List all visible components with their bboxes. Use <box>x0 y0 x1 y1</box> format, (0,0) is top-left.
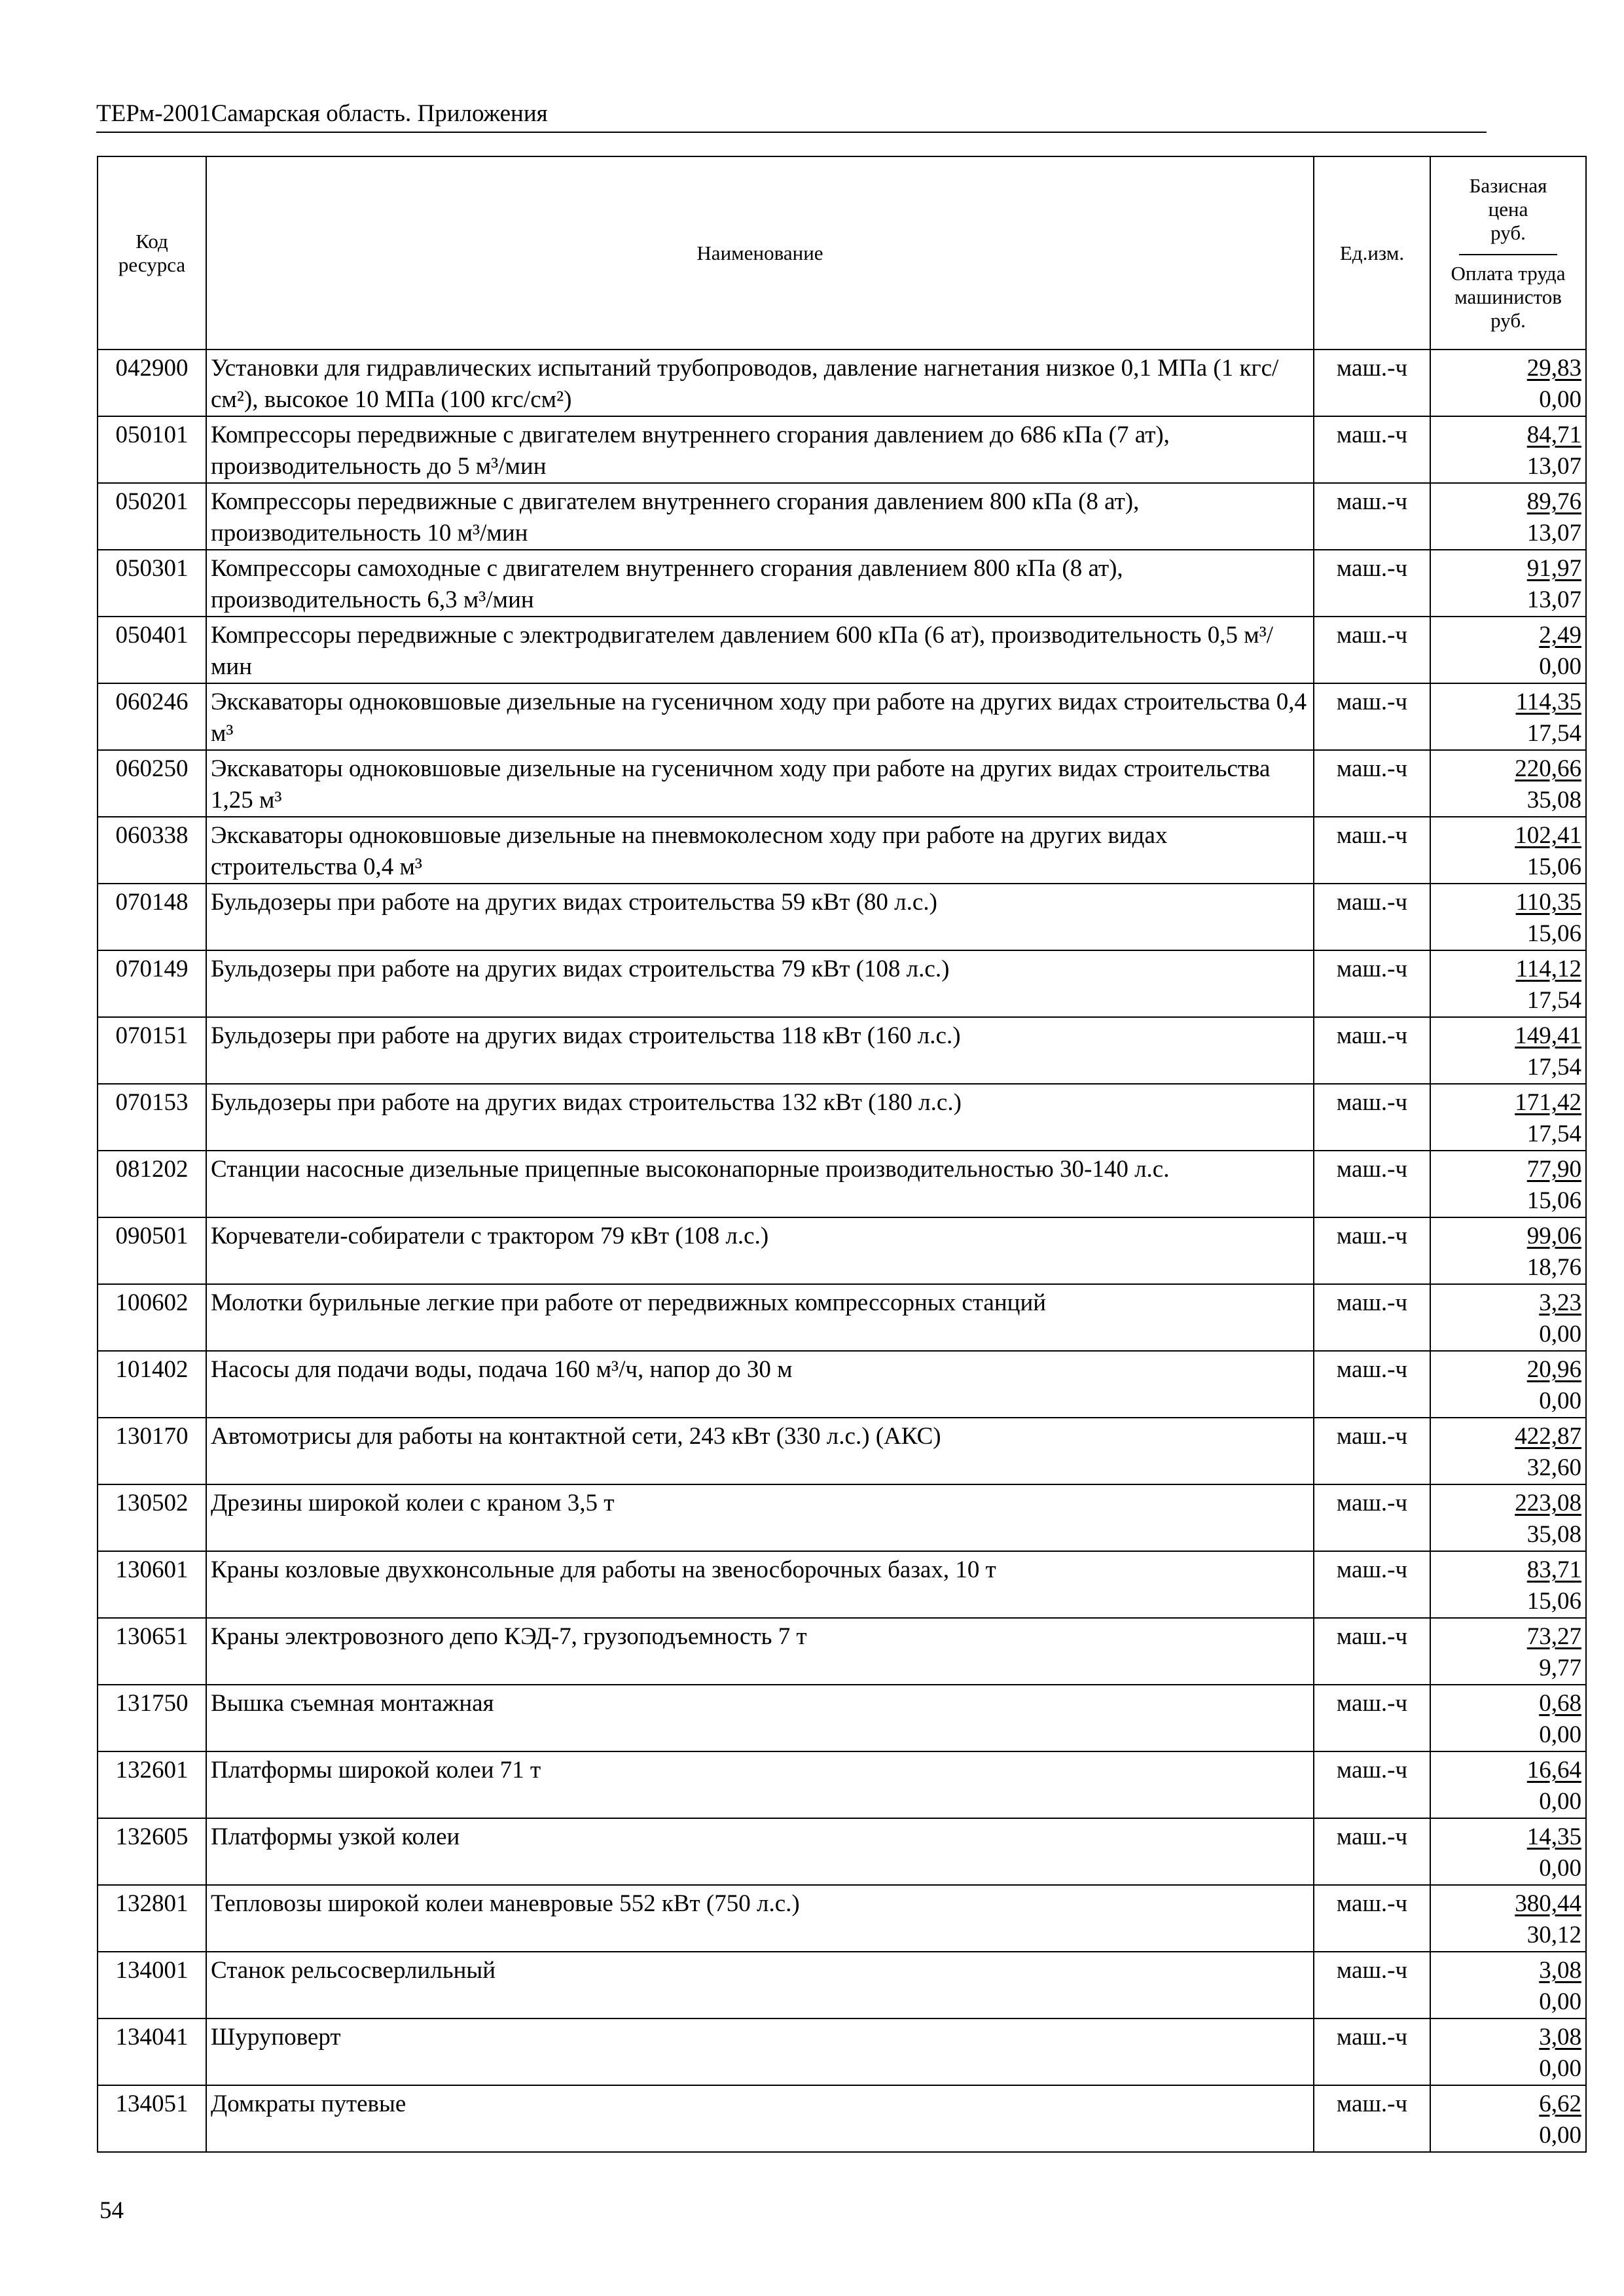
resource-code: 130170 <box>98 1418 206 1484</box>
resource-code: 130601 <box>98 1551 206 1618</box>
base-price: 3,08 <box>1539 1957 1581 1984</box>
unit-of-measure: маш.-ч <box>1314 1685 1430 1751</box>
unit-of-measure: маш.-ч <box>1314 950 1430 1017</box>
col-header-name: Наименование <box>206 156 1314 350</box>
resource-name: Тепловозы широкой колеи маневровые 552 кВт (750 л.с.) <box>206 1885 1314 1952</box>
unit-of-measure: маш.-ч <box>1314 1484 1430 1551</box>
resource-name: Бульдозеры при работе на других видах строительства 132 кВт (180 л.с.) <box>206 1084 1314 1151</box>
resource-name: Корчеватели-собиратели с трактором 79 кВт (108 л.с.) <box>206 1217 1314 1284</box>
resource-name: Платформы узкой колеи <box>206 1818 1314 1885</box>
base-price: 3,08 <box>1539 2024 1581 2051</box>
unit-of-measure: маш.-ч <box>1314 1351 1430 1418</box>
table-row <box>98 1017 1586 1084</box>
operator-labor-cost: 15,06 <box>1526 853 1581 880</box>
document-title: ТЕРм-2001Самарская область. Приложения <box>96 100 548 127</box>
price-cell <box>1430 750 1586 817</box>
price-cell <box>1430 817 1586 884</box>
operator-labor-cost: 0,00 <box>1539 2055 1581 2082</box>
unit-of-measure: маш.-ч <box>1314 483 1430 550</box>
price-cell <box>1430 2018 1586 2085</box>
resource-name: Дрезины широкой колеи с краном 3,5 т <box>206 1484 1314 1551</box>
price-cell <box>1430 1818 1586 1885</box>
base-price: 6,62 <box>1539 2090 1581 2117</box>
header-rule <box>96 132 1487 133</box>
base-price: 3,23 <box>1539 1289 1581 1316</box>
resource-code: 132801 <box>98 1885 206 1952</box>
operator-labor-cost: 0,00 <box>1539 1855 1581 1882</box>
price-cell <box>1430 617 1586 683</box>
operator-labor-cost: 0,00 <box>1539 386 1581 413</box>
price-cell <box>1430 1084 1586 1151</box>
resource-code: 134051 <box>98 2085 206 2152</box>
unit-of-measure: маш.-ч <box>1314 1418 1430 1484</box>
operator-labor-cost: 13,07 <box>1526 453 1581 480</box>
resource-code: 130651 <box>98 1618 206 1685</box>
price-cell <box>1430 1952 1586 2018</box>
resource-code: 134001 <box>98 1952 206 2018</box>
price-cell <box>1430 483 1586 550</box>
table-header-row <box>98 156 1586 350</box>
base-price: 171,42 <box>1515 1089 1581 1116</box>
base-price: 29,83 <box>1526 355 1581 382</box>
price-cell <box>1430 950 1586 1017</box>
unit-of-measure: маш.-ч <box>1314 2018 1430 2085</box>
price-cell <box>1430 683 1586 750</box>
table-row <box>98 1151 1586 1217</box>
resource-code: 130502 <box>98 1484 206 1551</box>
base-price: 91,97 <box>1526 555 1581 582</box>
base-price: 102,41 <box>1515 822 1581 849</box>
resource-code: 050201 <box>98 483 206 550</box>
resource-name: Молотки бурильные легкие при работе от передвижных компрессорных станций <box>206 1284 1314 1351</box>
resource-name: Домкраты путевые <box>206 2085 1314 2152</box>
table-row <box>98 817 1586 884</box>
price-cell <box>1430 1484 1586 1551</box>
base-price: 83,71 <box>1526 1556 1581 1583</box>
resource-name: Платформы широкой колеи 71 т <box>206 1751 1314 1818</box>
unit-of-measure: маш.-ч <box>1314 1618 1430 1685</box>
price-cell <box>1430 1885 1586 1952</box>
table-row <box>98 416 1586 483</box>
price-cell <box>1430 1017 1586 1084</box>
base-price: 114,35 <box>1515 689 1581 715</box>
resource-name: Вышка съемная монтажная <box>206 1685 1314 1751</box>
price-cell <box>1430 1418 1586 1484</box>
resource-name: Насосы для подачи воды, подача 160 м³/ч, напор до 30 м <box>206 1351 1314 1418</box>
page-number: 54 <box>99 2197 124 2224</box>
unit-of-measure: маш.-ч <box>1314 750 1430 817</box>
resource-code: 050401 <box>98 617 206 683</box>
unit-of-measure: маш.-ч <box>1314 1284 1430 1351</box>
resource-code: 070148 <box>98 884 206 950</box>
col-header-price: Базисная цена руб. Оплата труда машинистов руб. <box>1430 156 1586 350</box>
operator-labor-cost: 35,08 <box>1526 787 1581 814</box>
table-row <box>98 1952 1586 2018</box>
base-price: 0,68 <box>1539 1690 1581 1717</box>
price-cell <box>1430 1284 1586 1351</box>
resource-name: Автомотрисы для работы на контактной сети, 243 кВт (330 л.с.) (АКС) <box>206 1418 1314 1484</box>
resource-code: 100602 <box>98 1284 206 1351</box>
resource-name: Компрессоры передвижные с двигателем внутреннего сгорания давлением до 686 кПа (7 ат), производительность до 5 м³/мин <box>206 416 1314 483</box>
operator-labor-cost: 32,60 <box>1526 1454 1581 1481</box>
resource-code: 132605 <box>98 1818 206 1885</box>
table-row <box>98 1751 1586 1818</box>
resource-name: Станции насосные дизельные прицепные высоконапорные производительностью 30-140 л.с. <box>206 1151 1314 1217</box>
resource-code: 132601 <box>98 1751 206 1818</box>
operator-labor-cost: 17,54 <box>1526 1121 1581 1147</box>
unit-of-measure: маш.-ч <box>1314 884 1430 950</box>
base-price: 73,27 <box>1526 1623 1581 1650</box>
table-row <box>98 1418 1586 1484</box>
resource-name: Компрессоры передвижные с двигателем внутреннего сгорания давлением 800 кПа (8 ат), производительность 10 м³/мин <box>206 483 1314 550</box>
price-cell <box>1430 2085 1586 2152</box>
resource-name: Шуруповерт <box>206 2018 1314 2085</box>
resource-name: Станок рельсосверлильный <box>206 1952 1314 2018</box>
resource-name: Бульдозеры при работе на других видах строительства 118 кВт (160 л.с.) <box>206 1017 1314 1084</box>
table-row <box>98 483 1586 550</box>
resource-code: 060338 <box>98 817 206 884</box>
table-row <box>98 1885 1586 1952</box>
resource-code: 101402 <box>98 1351 206 1418</box>
operator-labor-cost: 15,06 <box>1526 1187 1581 1214</box>
unit-of-measure: маш.-ч <box>1314 617 1430 683</box>
price-cell <box>1430 416 1586 483</box>
unit-of-measure: маш.-ч <box>1314 1751 1430 1818</box>
base-price: 380,44 <box>1515 1890 1581 1917</box>
operator-labor-cost: 0,00 <box>1539 1988 1581 2015</box>
table-row <box>98 1484 1586 1551</box>
price-cell <box>1430 1685 1586 1751</box>
table-row <box>98 1284 1586 1351</box>
base-price: 2,49 <box>1539 622 1581 649</box>
table-row <box>98 683 1586 750</box>
table-row <box>98 617 1586 683</box>
price-cell <box>1430 1217 1586 1284</box>
price-cell <box>1430 1551 1586 1618</box>
resource-name: Экскаваторы одноковшовые дизельные на гусеничном ходу при работе на других видах строительства 0,4 м³ <box>206 683 1314 750</box>
base-price: 99,06 <box>1526 1223 1581 1249</box>
price-cell <box>1430 350 1586 416</box>
table-row <box>98 550 1586 617</box>
resource-name: Компрессоры самоходные с двигателем внутреннего сгорания давлением 800 кПа (8 ат), производительность 6,3 м³/мин <box>206 550 1314 617</box>
price-cell <box>1430 1151 1586 1217</box>
operator-labor-cost: 0,00 <box>1539 1788 1581 1815</box>
operator-labor-cost: 18,76 <box>1526 1254 1581 1281</box>
operator-labor-cost: 15,06 <box>1526 1588 1581 1615</box>
resource-code: 042900 <box>98 350 206 416</box>
price-cell <box>1430 550 1586 617</box>
resource-name: Установки для гидравлических испытаний трубопроводов, давление нагнетания низкое 0,1 МПа (1 кгс/см²), высокое 10 МПа (100 кгс/см²) <box>206 350 1314 416</box>
col-header-unit: Ед.изм. <box>1314 156 1430 350</box>
resource-code: 090501 <box>98 1217 206 1284</box>
table-row <box>98 350 1586 416</box>
resource-code: 070151 <box>98 1017 206 1084</box>
table-row <box>98 950 1586 1017</box>
table-row <box>98 1818 1586 1885</box>
operator-labor-cost: 13,07 <box>1526 520 1581 547</box>
base-price: 14,35 <box>1526 1823 1581 1850</box>
operator-labor-cost: 35,08 <box>1526 1521 1581 1548</box>
unit-of-measure: маш.-ч <box>1314 1818 1430 1885</box>
base-price: 149,41 <box>1515 1022 1581 1049</box>
table-row <box>98 884 1586 950</box>
operator-labor-cost: 0,00 <box>1539 1321 1581 1348</box>
resource-name: Краны козловые двухконсольные для работы на звеносборочных базах, 10 т <box>206 1551 1314 1618</box>
table-row <box>98 1084 1586 1151</box>
unit-of-measure: маш.-ч <box>1314 550 1430 617</box>
operator-labor-cost: 0,00 <box>1539 653 1581 680</box>
table-row <box>98 1351 1586 1418</box>
price-cell <box>1430 884 1586 950</box>
col-header-code: Код ресурса <box>98 156 206 350</box>
table-row <box>98 1217 1586 1284</box>
unit-of-measure: маш.-ч <box>1314 1551 1430 1618</box>
base-price: 110,35 <box>1515 889 1581 916</box>
base-price: 220,66 <box>1515 755 1581 782</box>
base-price: 20,96 <box>1526 1356 1581 1383</box>
operator-labor-cost: 17,54 <box>1526 1054 1581 1081</box>
unit-of-measure: маш.-ч <box>1314 350 1430 416</box>
unit-of-measure: маш.-ч <box>1314 817 1430 884</box>
price-cell <box>1430 1351 1586 1418</box>
table-row <box>98 750 1586 817</box>
resource-name: Бульдозеры при работе на других видах строительства 59 кВт (80 л.с.) <box>206 884 1314 950</box>
base-price: 114,12 <box>1515 956 1581 982</box>
unit-of-measure: маш.-ч <box>1314 1151 1430 1217</box>
base-price: 84,71 <box>1526 422 1581 448</box>
table-row <box>98 1618 1586 1685</box>
base-price: 89,76 <box>1526 488 1581 515</box>
resource-name: Экскаваторы одноковшовые дизельные на гусеничном ходу при работе на других видах строительства 1,25 м³ <box>206 750 1314 817</box>
base-price: 223,08 <box>1515 1490 1581 1516</box>
unit-of-measure: маш.-ч <box>1314 683 1430 750</box>
operator-labor-cost: 15,06 <box>1526 920 1581 947</box>
unit-of-measure: маш.-ч <box>1314 1952 1430 2018</box>
resource-code: 060250 <box>98 750 206 817</box>
operator-labor-cost: 9,77 <box>1539 1655 1581 1681</box>
operator-labor-cost: 0,00 <box>1539 1388 1581 1414</box>
table-row <box>98 2018 1586 2085</box>
resource-name: Компрессоры передвижные с электродвигателем давлением 600 кПа (6 ат), производительность 0,5 м³/мин <box>206 617 1314 683</box>
unit-of-measure: маш.-ч <box>1314 1084 1430 1151</box>
unit-of-measure: маш.-ч <box>1314 1885 1430 1952</box>
operator-labor-cost: 17,54 <box>1526 987 1581 1014</box>
base-price: 16,64 <box>1526 1757 1581 1784</box>
header-fraction-rule <box>1459 254 1557 255</box>
resource-code: 070153 <box>98 1084 206 1151</box>
unit-of-measure: маш.-ч <box>1314 1217 1430 1284</box>
unit-of-measure: маш.-ч <box>1314 2085 1430 2152</box>
base-price: 77,90 <box>1526 1156 1581 1183</box>
resource-code: 131750 <box>98 1685 206 1751</box>
operator-labor-cost: 0,00 <box>1539 1721 1581 1748</box>
resource-code: 060246 <box>98 683 206 750</box>
table-row <box>98 1551 1586 1618</box>
base-price: 422,87 <box>1515 1423 1581 1450</box>
operator-labor-cost: 17,54 <box>1526 720 1581 747</box>
resource-table <box>97 156 1587 2153</box>
resource-name: Краны электровозного депо КЭД-7, грузоподъемность 7 т <box>206 1618 1314 1685</box>
price-cell <box>1430 1751 1586 1818</box>
resource-name: Бульдозеры при работе на других видах строительства 79 кВт (108 л.с.) <box>206 950 1314 1017</box>
unit-of-measure: маш.-ч <box>1314 416 1430 483</box>
table-row <box>98 1685 1586 1751</box>
table-row <box>98 2085 1586 2152</box>
operator-labor-cost: 0,00 <box>1539 2122 1581 2149</box>
resource-name: Экскаваторы одноковшовые дизельные на пневмоколесном ходу при работе на других видах строительства 0,4 м³ <box>206 817 1314 884</box>
operator-labor-cost: 30,12 <box>1526 1922 1581 1948</box>
price-cell <box>1430 1618 1586 1685</box>
operator-labor-cost: 13,07 <box>1526 586 1581 613</box>
resource-code: 050301 <box>98 550 206 617</box>
table-body <box>98 350 1586 2152</box>
resource-code: 050101 <box>98 416 206 483</box>
unit-of-measure: маш.-ч <box>1314 1017 1430 1084</box>
resource-code: 081202 <box>98 1151 206 1217</box>
resource-code: 070149 <box>98 950 206 1017</box>
resource-code: 134041 <box>98 2018 206 2085</box>
